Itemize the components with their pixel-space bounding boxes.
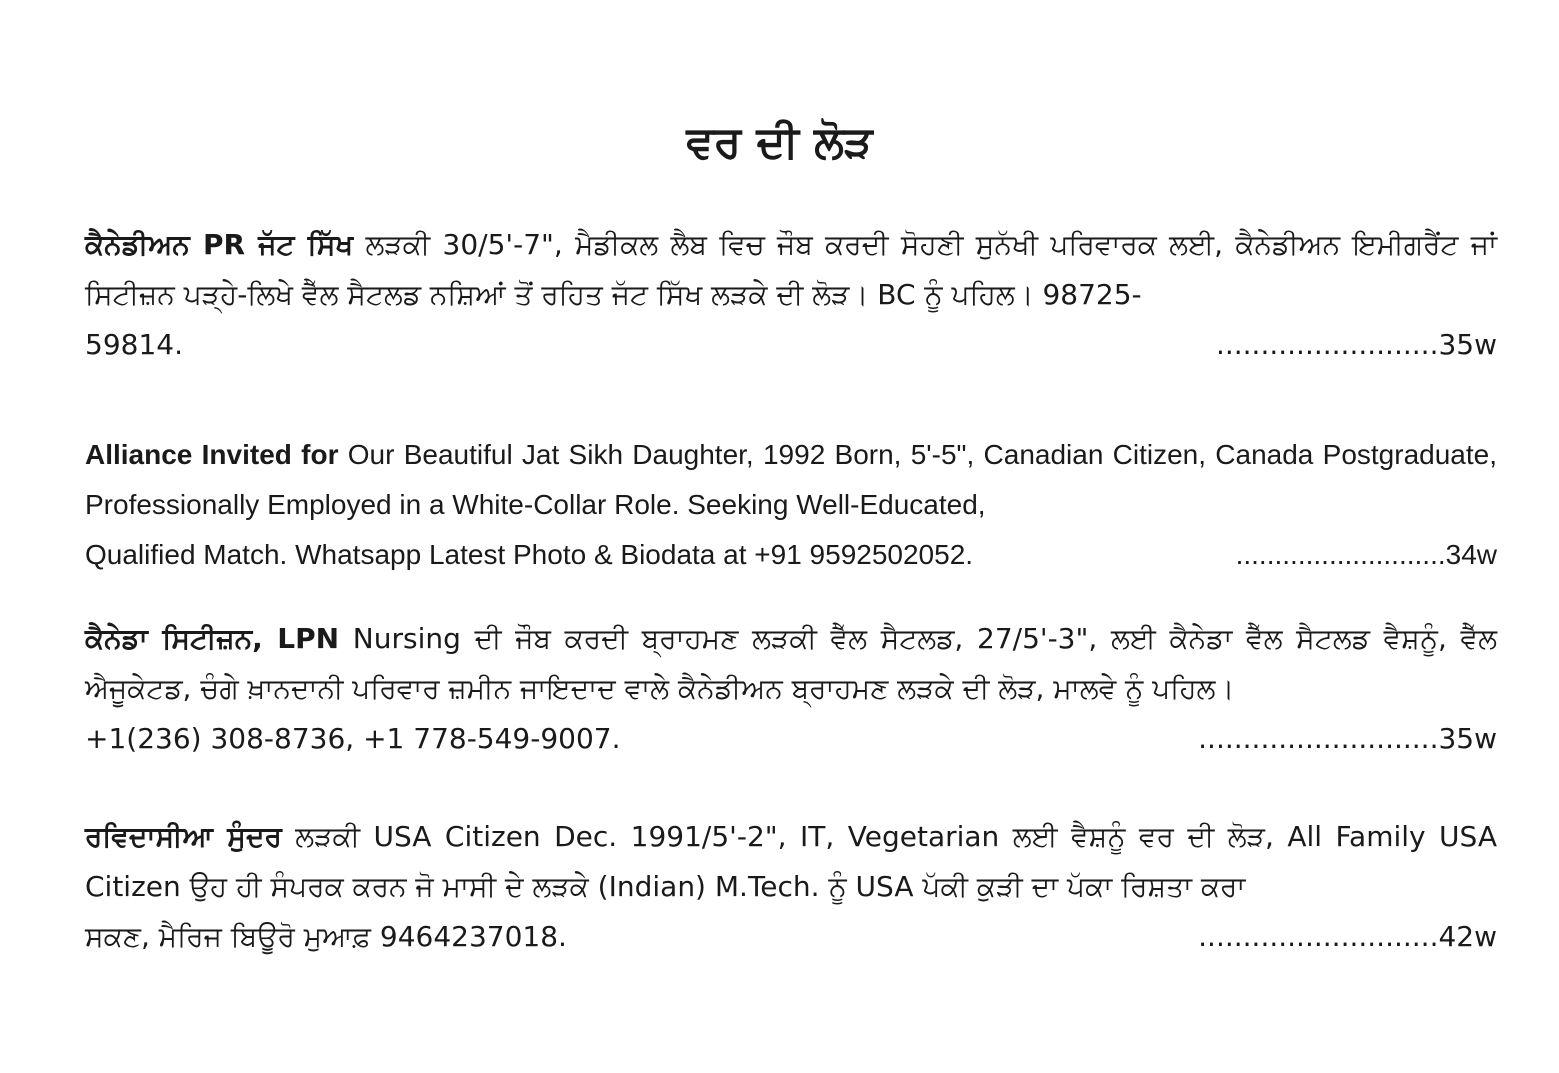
ad-last-line [85, 320, 1497, 370]
ad-entry-1 [85, 220, 1497, 370]
ad-code: ...........................35w [1198, 722, 1497, 755]
ad-entry-3 [85, 614, 1497, 764]
ad-tail: 59814. [85, 328, 183, 361]
ad-body: Our Beautiful Jat Sikh Daughter, 1992 Born, 5'-5", Canadian Citizen, Canada Postgraduate, Professionally Employed in a White-Collar Role. Seeking Well-Educated, [85, 439, 1497, 520]
ad-lead: ਕੈਨੇਡੀਅਨ PR ਜੱਟ ਸਿੱਖ [85, 228, 354, 261]
ad-last-line [85, 530, 1497, 580]
ad-code: ...........................34w [1235, 539, 1497, 570]
ad-last-line [85, 912, 1497, 962]
ad-tail: Qualified Match. Whatsapp Latest Photo & Biodata at +91 9592502052. [85, 539, 974, 570]
ad-body: Nursing ਦੀ ਜੌਬ ਕਰਦੀ ਬ੍ਰਾਹਮਣ ਲੜਕੀ ਵੈੱਲ ਸੈਟਲਡ, 27/5'-3", ਲਈ ਕੈਨੇਡਾ ਵੈੱਲ ਸੈਟਲਡ ਵੈਸ਼ਨੂੰ, ਵੈੱਲ ਐਜੂਕੇਟਡ, ਚੰਗੇ ਖ਼ਾਨਦਾਨੀ ਪਰਿਵਾਰ ਜ਼ਮੀਨ ਜਾਇਦਾਦ ਵਾਲੇ ਕੈਨੇਡੀਅਨ ਬ੍ਰਾਹਮਣ ਲੜਕੇ ਦੀ ਲੋੜ, ਮਾਲਵੇ ਨੂੰ ਪਹਿਲ। [85, 622, 1498, 705]
ad-tail: +1(236) 308-8736, +1 778-549-9007. [85, 722, 621, 755]
ad-lead: Alliance Invited for [85, 439, 339, 470]
ad-entry-4 [85, 812, 1497, 962]
ad-code: .........................35w [1215, 328, 1497, 361]
ad-body: ਲੜਕੀ 30/5'-7", ਮੈਡੀਕਲ ਲੈਬ ਵਿਚ ਜੌਬ ਕਰਦੀ ਸੋਹਣੀ ਸੁਨੱਖੀ ਪਰਿਵਾਰਕ ਲਈ, ਕੈਨੇਡੀਅਨ ਇਮੀਗਰੈਂਟ ਜਾਂ ਸਿਟੀਜ਼ਨ ਪੜ੍ਹੇ-ਲਿਖੇ ਵੈੱਲ ਸੈਟਲਡ ਨਸ਼ਿਆਂ ਤੋਂ ਰਹਿਤ ਜੱਟ ਸਿੱਖ ਲੜਕੇ ਦੀ ਲੋੜ। BC ਨੂੰ ਪਹਿਲ। 98725- [85, 228, 1498, 311]
ad-code: ...........................42w [1198, 920, 1497, 953]
ad-entry-2 [85, 430, 1497, 580]
ad-body: ਲੜਕੀ USA Citizen Dec. 1991/5'-2", IT, Vegetarian ਲਈ ਵੈਸ਼ਨੂੰ ਵਰ ਦੀ ਲੋੜ, All Family USA Citizen ਉਹ ਹੀ ਸੰਪਰਕ ਕਰਨ ਜੋ ਮਾਸੀ ਦੇ ਲੜਕੇ (Indian) M.Tech. ਨੂੰ USA ਪੱਕੀ ਕੁੜੀ ਦਾ ਪੱਕਾ ਰਿਸ਼ਤਾ ਕਰਾ [85, 820, 1497, 903]
page-title: ਵਰ ਦੀ ਲੋੜ [686, 117, 873, 168]
ad-tail: ਸਕਣ, ਮੈਰਿਜ ਬਿਊਰੋ ਮੁਆਫ਼ 9464237018. [85, 920, 567, 953]
ad-last-line [85, 714, 1497, 764]
ad-lead: ਕੈਨੇਡਾ ਸਿਟੀਜ਼ਨ, LPN [85, 622, 340, 655]
ad-lead: ਰਵਿਦਾਸੀਆ ਸੁੰਦਰ [85, 820, 282, 853]
